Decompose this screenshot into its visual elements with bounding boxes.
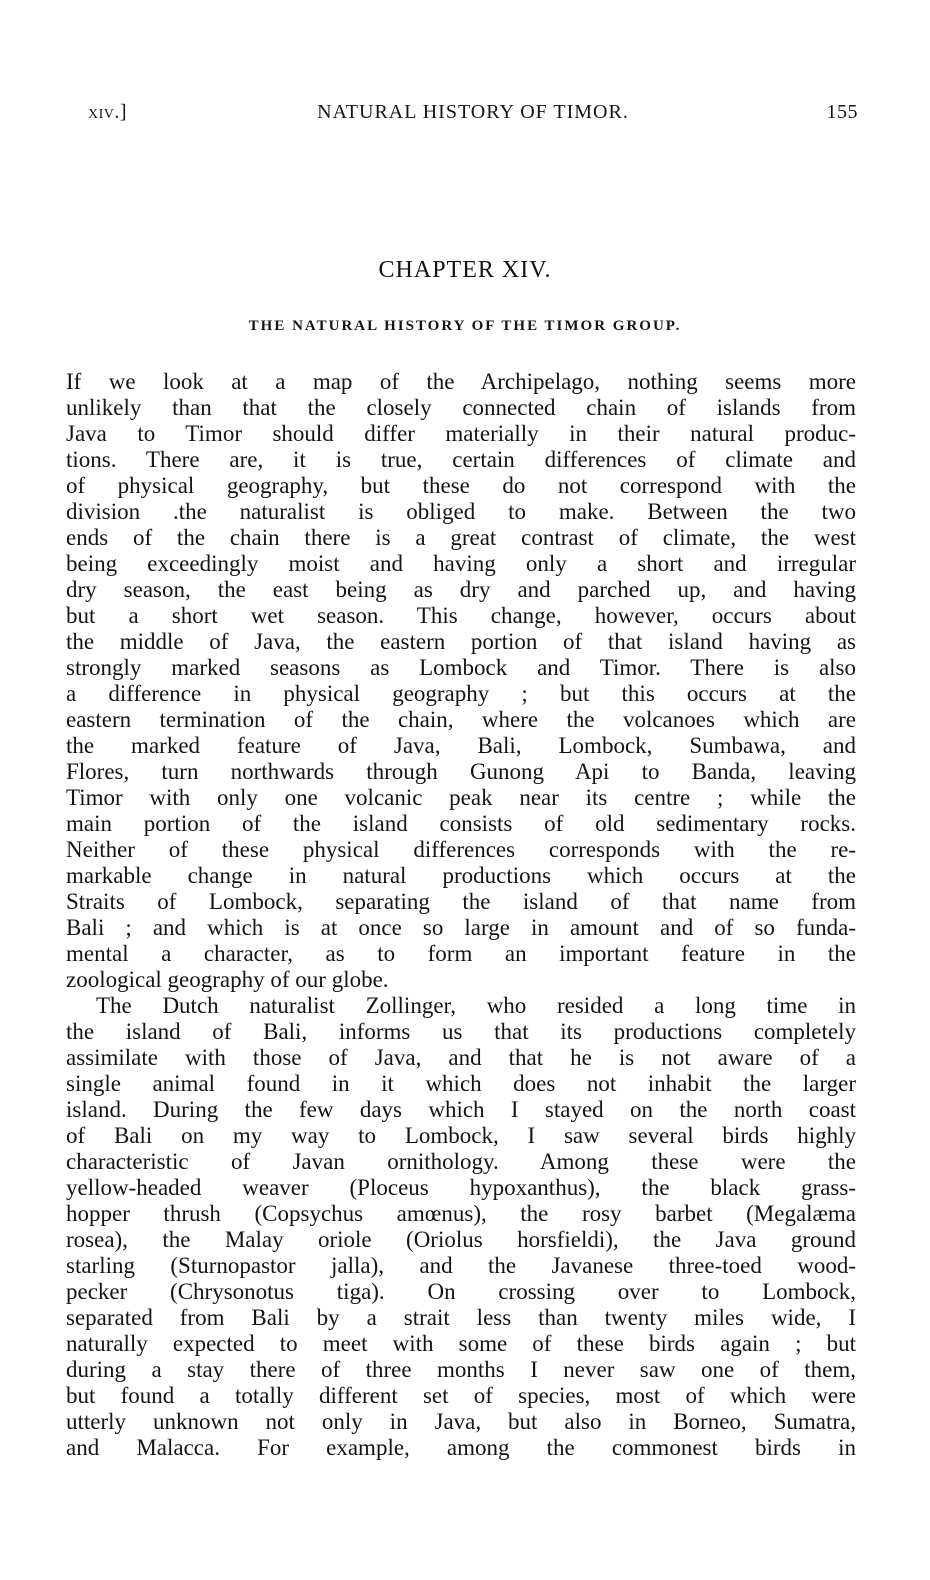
text-line: pecker (Chrysonotus tiga). On crossing over to Lombock, — [66, 1279, 856, 1304]
text-line: zoological geography of our globe. — [66, 967, 389, 992]
text-line: being exceedingly moist and having only a short and irregular — [66, 551, 856, 576]
paragraph — [66, 369, 856, 993]
text-line: division .the naturalist is obliged to make. Between the two — [66, 499, 856, 524]
text-line: unlikely than that the closely connected chain of islands from — [66, 395, 856, 420]
text-line: starling (Sturnopastor jalla), and the Javanese three-toed wood- — [66, 1253, 856, 1278]
text-line: Flores, turn northwards through Gunong Api to Banda, leaving — [66, 759, 856, 784]
text-line: the island of Bali, informs us that its productions completely — [66, 1019, 856, 1044]
text-line: Neither of these physical differences corresponds with the re- — [66, 837, 856, 862]
text-line: Straits of Lombock, separating the island of that name from — [66, 889, 856, 914]
text-line: the marked feature of Java, Bali, Lombock, Sumbawa, and — [66, 733, 856, 758]
text-line: strongly marked seasons as Lombock and Timor. There is also — [66, 655, 856, 680]
chapter-title: CHAPTER XIV. — [378, 257, 552, 283]
text-line: The Dutch naturalist Zollinger, who resided a long time in — [96, 993, 856, 1018]
text-line: eastern termination of the chain, where the volcanoes which are — [66, 707, 856, 732]
text-line: assimilate with those of Java, and that he is not aware of a — [66, 1045, 856, 1070]
running-head — [88, 101, 858, 131]
text-line: a difference in physical geography ; but this occurs at the — [66, 681, 856, 706]
text-line: ends of the chain there is a great contrast of climate, the west — [66, 525, 856, 550]
text-line: dry season, the east being as dry and parched up, and having — [66, 577, 856, 602]
text-line: of Bali on my way to Lombock, I saw several birds highly — [66, 1123, 856, 1148]
running-head-title: NATURAL HISTORY OF TIMOR. — [317, 101, 629, 123]
text-line: but found a totally different set of species, most of which were — [66, 1383, 856, 1408]
text-line: single animal found in it which does not inhabit the larger — [66, 1071, 856, 1096]
chapter-subtitle: THE NATURAL HISTORY OF THE TIMOR GROUP. — [248, 318, 682, 334]
text-line: but a short wet season. This change, however, occurs about — [66, 603, 856, 628]
text-line: during a stay there of three months I never saw one of them, — [66, 1357, 856, 1382]
page-number: 155 — [826, 101, 858, 123]
text-line: of physical geography, but these do not correspond with the — [66, 473, 856, 498]
paragraph — [66, 993, 856, 1461]
text-line: island. During the few days which I stayed on the north coast — [66, 1097, 856, 1122]
text-line: and Malacca. For example, among the commonest birds in — [66, 1435, 856, 1460]
text-line: the middle of Java, the eastern portion of that island having as — [66, 629, 856, 654]
text-line: Java to Timor should differ materially in their natural produc- — [66, 421, 856, 446]
text-line: If we look at a map of the Archipelago, nothing seems more — [66, 369, 856, 394]
text-line: naturally expected to meet with some of these birds again ; but — [66, 1331, 856, 1356]
text-line: separated from Bali by a strait less than twenty miles wide, I — [66, 1305, 856, 1330]
text-line: rosea), the Malay oriole (Oriolus horsfieldi), the Java ground — [66, 1227, 856, 1252]
text-line: utterly unknown not only in Java, but also in Borneo, Sumatra, — [66, 1409, 856, 1434]
running-head-chapter: xiv.] — [88, 101, 128, 123]
text-line: Timor with only one volcanic peak near its centre ; while the — [66, 785, 856, 810]
text-line: markable change in natural productions which occurs at the — [66, 863, 856, 888]
text-line: tions. There are, it is true, certain differences of climate and — [66, 447, 856, 472]
body-text — [66, 369, 856, 1461]
text-line: main portion of the island consists of old sedimentary rocks. — [66, 811, 856, 836]
text-line: Bali ; and which is at once so large in amount and of so funda- — [66, 915, 856, 940]
text-line: hopper thrush (Copsychus amœnus), the rosy barbet (Megalæma — [66, 1201, 856, 1226]
text-line: mental a character, as to form an important feature in the — [66, 941, 856, 966]
text-line: yellow-headed weaver (Ploceus hypoxanthus), the black grass- — [66, 1175, 856, 1200]
text-line: characteristic of Javan ornithology. Among these were the — [66, 1149, 856, 1174]
